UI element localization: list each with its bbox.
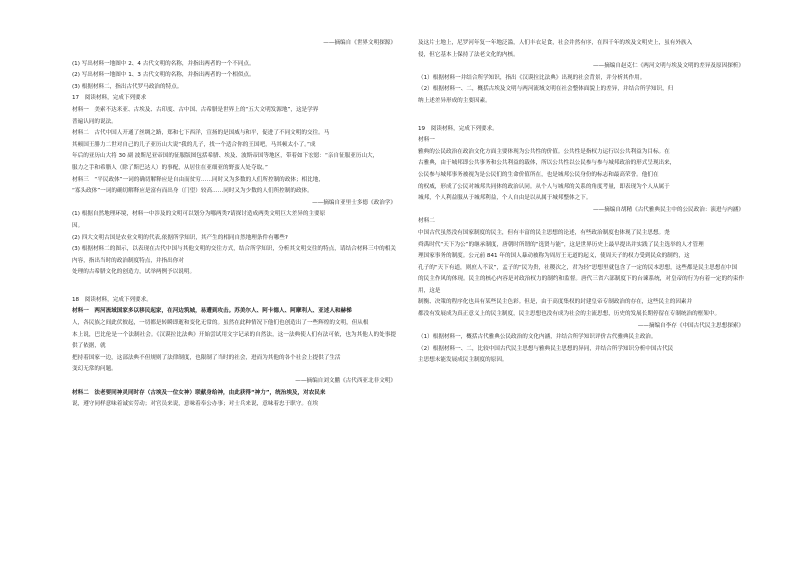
text-line: 材料一 两河流域国家多以移民起家，在河边筑城，易遭到攻击。苏美尔人、阿卡德人、阿摩利人、亚述人和赫梯	[72, 308, 352, 315]
text-line: 都没有发展成为真正意义上的民主制度，民主思想也没有成为社会的主流思想，历史的发展长期停留在专制统治的框架中。	[418, 311, 721, 318]
question-3: (3) 根据材料二，指出古代罗马政治的特点。	[72, 83, 183, 90]
text-line: 年后的亚历山大将 30 副 波斯尼亚帝国的征服版图包括希腊、埃及、波斯帝国等地区，带着如下宏愿：“亲自征服亚历山大，	[72, 153, 379, 160]
question-17-title: 17 阅读材料，完成下列要求	[72, 95, 147, 102]
text-line: （1）根据材料一并结合所学知识，指出《汉谟拉比法典》出现的社会背景，并分析其作用。	[418, 74, 646, 81]
text-line: 把持着国家一边，这部法典不但规则了法律制度，也限制了当时的社会，进而为其他的各个社会上提供了生活	[72, 354, 341, 361]
text-line: 及这片土地上，尼罗河年复一年地泛滥，人们丰衣足食，社会井然有序，在四千年的埃及文明史上，虽有外族入	[418, 40, 693, 46]
text-line: 中国古代虽然没有国家制度的民主，但有丰富的民主思想的论述，有些政治制度也体现了民主思想。尧	[418, 229, 670, 236]
material-title: 材料二	[418, 218, 435, 225]
question-18-title: 18 阅读材料，完成下列要求。	[72, 296, 152, 303]
text-line: (1) 根据自然地理环境，材料一中涉及的文明可以划分为哪两类?请探讨造成两类文明巨大差异的主要原	[72, 211, 326, 218]
question-19-title: 19 阅读材料，完成下列要求。	[418, 125, 498, 132]
text-line: 处理的古希腊文化的创造力，试举两例予以说明。	[72, 269, 196, 276]
text-line: 城邦，个人利益服从于城邦利益，个人自由是以从属于城邦整体之下。	[418, 195, 592, 202]
text-line: 服力之手和希腊人（除了斯巴达人）的事配，从居住在亚细亚的野蛮人处夺取。”	[72, 164, 268, 171]
question-2: (2) 写出材料一地图中 1、3 古代文明的名称，并指出两者的一个相似点。	[72, 72, 255, 79]
text-line: 理国家事务的制度。公元前 841 年的国人暴动被称为周厉王无道的起义，使周天子的权力受到民众的制约，这	[418, 253, 690, 260]
text-line: 公民参与城邦事务被视为是公民们的生命价值所在，也是城邦公民身份的标志和最高荣誉。他们在	[418, 171, 659, 178]
source-citation: ——摘编自胡精《古代雅典民主中的公民政治：演进与内涵》	[592, 206, 744, 213]
text-line: 纳上述差异形成的主要因素。	[418, 97, 491, 104]
text-line: 的民主作风的体现。民主的核心内容是对政治权力的制约和监督。唐代三省六部制度下的台谏系统，对皇帝的行为有着一定的约束作用，这是	[418, 276, 744, 294]
source-citation: ——摘编自亚里士多德《政治学》	[312, 199, 396, 206]
text-line: 古雅典，由于城邦即公共事务和公共利益的载体，所以公共性以公民参与参与城邦政治的形式呈现出来，	[418, 160, 676, 167]
text-line: 说，遵守同样意味着诚实劳动；对官员来说，意味着奉公办事；对士兵来说，意味着忠于职守。在埃	[72, 401, 319, 408]
material-title: 材料一	[418, 137, 435, 144]
text-line: (3) 根据材料二的图示，以表现在古代中国与其他文明的交往方式，结合所学知识，分析其文明交往的特点，请结合材料三中的相关内容，指出当时的政治制度特点，并指出你对	[72, 246, 396, 264]
text-line: （2）根据材料一、二，概括古埃及文明与两河流域文明在社会整体面貌上的差异，并结合所学知识，归	[418, 86, 674, 93]
text-line: 材料一 美索不达米亚、古埃及、古印度、古中国、古希腊是世界上的“五大文明发源地”，这是学界	[72, 106, 319, 113]
text-line: 侵，但它基本上保持了法老文化的内核。	[418, 51, 519, 58]
text-line: 材料二 古代中国人开通了丝绸之路，郑和七下西洋，宣扬的是国威与和平，促进了不同文明的交往。马	[72, 130, 330, 137]
source-citation: ——摘编自赵克仁《两河文明与埃及文明的差异及原因探析》	[592, 63, 744, 70]
text-line: 因。	[72, 222, 84, 229]
text-line: 材料三 “平民政体”一词的确切解释应是自由而贫穷……同时又为多数的人们所控制的政体；相比地，	[72, 176, 324, 183]
text-line: （2）根据材料一、二，比较中国古代民主思想与雅典民主思想的异同，并结合所学知识分析中国古代民	[418, 345, 674, 352]
text-line: 舜禹时代“天下为公”的继承制度，唐朝时所谓的“选贤与能”，这是世界历史上最早提出并实践了民主选举的人才管理	[418, 241, 704, 248]
source-citation: ——摘编自刘文鹏《古代西亚北非文明》	[295, 378, 396, 385]
text-line: (2) 四大文明古国是农业文明的代表,依据所学知识，其产生的相同自然地理条件有哪些?	[72, 234, 288, 241]
left-column	[72, 38, 396, 411]
text-line: “寡头政体”一词的确切解释应是富有而出身（门望）较高……同时又为少数的人们所控制的政体。	[72, 188, 313, 195]
text-line: 主思想未能发展成民主制度的原因。	[418, 357, 508, 364]
right-column	[418, 38, 744, 367]
text-line: 制衡、决策的程序化也具有某些民主色彩。但是，由于高度集权的封建皇帝专制政治的存在，这些民主的因素并	[418, 299, 693, 306]
text-line: 本上说，巴比伦是一个法制社会。《汉谟拉比法典》开始尝试用文字记录的自然法，这一法典使人们有法可依，也为其他人的处事提供了依据，就	[72, 331, 396, 350]
text-line: 普遍认同的说法。	[72, 118, 117, 125]
text-line: 其顿国王腓力二世对自己的儿子亚历山大说“我的儿子，找一个适合你的王国吧，马其顿太小了。”成	[72, 141, 316, 148]
text-line: （1）根据材料一，概括古代雅典公民政治的文化内涵，并结合所学知识评价古代雅典民主政治。	[418, 334, 657, 341]
source-citation: ——摘编自李存《中国古代民主思想探索》	[637, 322, 744, 329]
text-line: 孔子的“天下有道，则庶人不议”，孟子的“民为贵，社稷次之，君为轻”思想里就包含了一定的民本思想，这些都是民主思想在中国	[418, 264, 738, 271]
text-line: 的权威，形成了公民对城邦共同体的政治认同。从个人与城邦的关系的角度考量，即表现为个人从属于	[418, 183, 670, 190]
text-line: 变幻无常的问题。	[72, 366, 117, 373]
source-citation: ——摘编自《世界文明探源》	[323, 40, 396, 46]
question-1: (1) 写出材料一地图中 2、4 古代文明的名称，并指出两者的一个不同点。	[72, 60, 255, 67]
text-line: 材料二 法老要同神灵同时存（古埃及一位女神）联献身给神，由此获得“神力”，统治埃及，对农民来	[72, 389, 326, 396]
text-line: 人，各民族之间此伏彼起，一切都是转瞬即逝和变化无常的。虽然在此种情况下他们也创造出了一些辉煌的文明，但从根	[72, 320, 369, 327]
text-line: 雅典的公民政治在政治文化方面主要体现为公共性的价值。公共性是指权力运行以公共利益为目标。在	[418, 148, 670, 155]
